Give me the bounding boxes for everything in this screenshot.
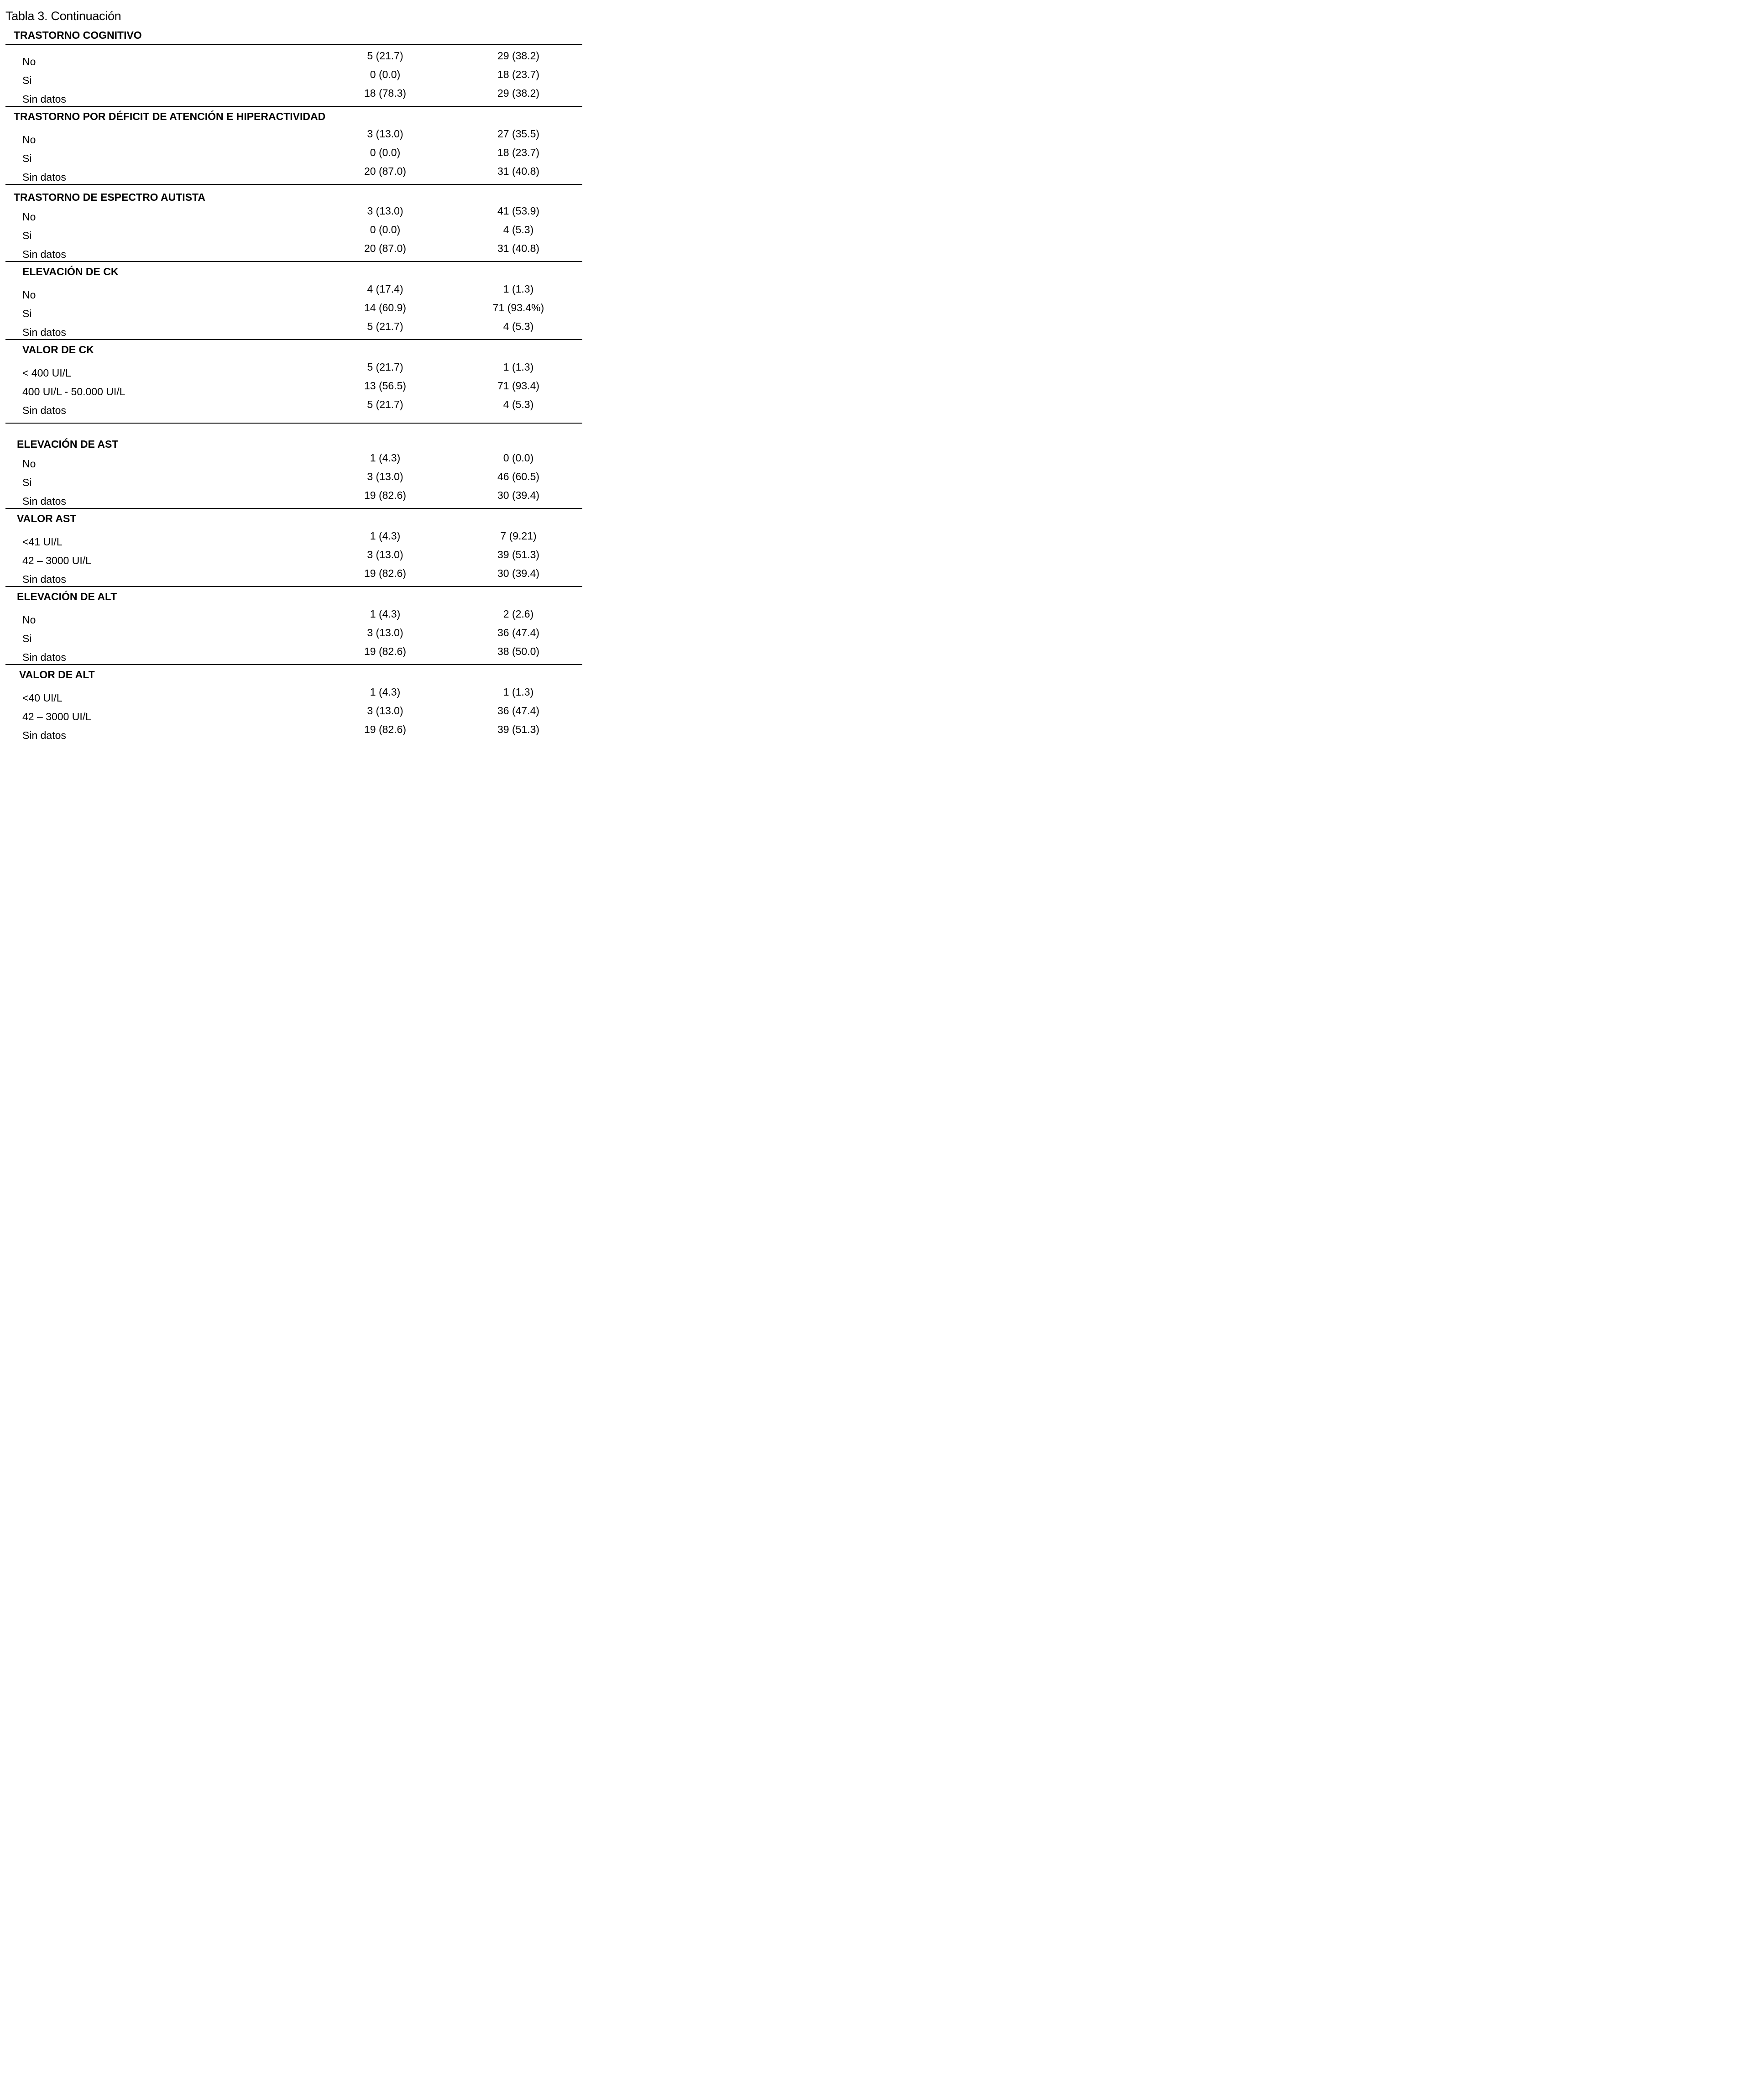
cell-col1: 1 (4.3) [370, 530, 401, 542]
row-label: 42 – 3000 UI/L [22, 555, 91, 566]
table-row [5, 451, 582, 470]
table-row [5, 644, 582, 663]
table-row [5, 685, 582, 704]
section-title: VALOR DE ALT [19, 669, 95, 681]
row-label: No [22, 289, 36, 301]
section-valor-ast [5, 508, 582, 585]
cell-col2: 7 (9.21) [500, 530, 537, 542]
row-label: Si [22, 308, 32, 319]
cell-col2: 31 (40.8) [497, 242, 540, 254]
table-row [5, 607, 582, 626]
section-rows [5, 44, 582, 105]
row-label: Sin datos [22, 93, 66, 105]
cell-col1: 3 (13.0) [367, 205, 403, 217]
section-valor-alt [5, 664, 582, 741]
table-row [5, 566, 582, 585]
row-label: No [22, 614, 36, 626]
row-label: Sin datos [22, 171, 66, 183]
cell-col2: 2 (2.6) [503, 608, 534, 620]
cell-col1: 3 (13.0) [367, 471, 403, 482]
table-row [5, 146, 582, 164]
section-trastorno-cognitivo [14, 27, 582, 42]
table-row [5, 626, 582, 644]
cell-col1: 18 (78.3) [364, 87, 407, 99]
cell-col1: 19 (82.6) [364, 567, 407, 579]
cell-col2: 18 (23.7) [497, 68, 540, 80]
cell-col1: 3 (13.0) [367, 627, 403, 639]
table-row [5, 68, 582, 86]
cell-col2: 39 (51.3) [497, 549, 540, 560]
section-title: VALOR AST [17, 513, 77, 524]
table-row [5, 301, 582, 319]
row-label: Sin datos [22, 573, 66, 585]
section-tdah [5, 106, 582, 183]
table-row [5, 548, 582, 566]
data-table [5, 27, 582, 741]
row-label: Si [22, 477, 32, 488]
cell-col2: 27 (35.5) [497, 128, 540, 140]
section-elevacion-ck [5, 261, 582, 338]
cell-col2: 18 (23.7) [497, 147, 540, 158]
cell-col2: 71 (93.4%) [492, 302, 544, 314]
table-row [5, 223, 582, 241]
row-label: Sin datos [22, 729, 66, 741]
cell-col2: 30 (39.4) [497, 567, 540, 579]
cell-col1: 5 (21.7) [367, 398, 403, 410]
table-row [5, 204, 582, 223]
cell-col2: 30 (39.4) [497, 489, 540, 501]
row-label: Si [22, 74, 32, 86]
cell-col2: 38 (50.0) [497, 645, 540, 657]
row-label: Si [22, 152, 32, 164]
cell-col2: 29 (38.2) [497, 50, 540, 62]
cell-col1: 4 (17.4) [367, 283, 403, 295]
cell-col2: 71 (93.4) [497, 380, 540, 392]
cell-col1: 13 (56.5) [364, 380, 407, 392]
table-row [5, 723, 582, 741]
table-page [0, 0, 582, 741]
cell-col2: 4 (5.3) [503, 224, 534, 236]
cell-col1: 20 (87.0) [364, 165, 407, 177]
cell-col1: 19 (82.6) [364, 723, 407, 735]
row-label: Sin datos [22, 495, 66, 507]
section-title: ELEVACIÓN DE CK [22, 266, 119, 278]
cell-col2: 1 (1.3) [503, 283, 534, 295]
cell-col2: 46 (60.5) [497, 471, 540, 482]
row-label: Sin datos [22, 651, 66, 663]
cell-col2: 1 (1.3) [503, 361, 534, 373]
cell-col1: 20 (87.0) [364, 242, 407, 254]
cell-col2: 36 (47.4) [497, 627, 540, 639]
table-row [5, 398, 582, 416]
cell-col1: 1 (4.3) [370, 686, 401, 698]
cell-col2: 4 (5.3) [503, 320, 534, 332]
table-row [5, 379, 582, 398]
cell-col2: 36 (47.4) [497, 705, 540, 717]
row-label: Sin datos [22, 326, 66, 338]
table-row [5, 49, 582, 68]
row-label: No [22, 134, 36, 146]
cell-col2: 41 (53.9) [497, 205, 540, 217]
section-title: VALOR DE CK [22, 344, 94, 356]
cell-col1: 14 (60.9) [364, 302, 407, 314]
section-title: TRASTORNO COGNITIVO [14, 29, 142, 41]
table-caption: Tabla 3. Continuación [5, 9, 121, 23]
cell-col1: 0 (0.0) [370, 224, 401, 236]
table-row [5, 529, 582, 548]
cell-col1: 5 (21.7) [367, 50, 403, 62]
section-title: ELEVACIÓN DE ALT [17, 591, 117, 602]
cell-col1: 3 (13.0) [367, 705, 403, 717]
table-row [5, 488, 582, 507]
table-row [5, 282, 582, 301]
cell-col1: 19 (82.6) [364, 489, 407, 501]
row-label: No [22, 211, 36, 223]
table-row [5, 164, 582, 183]
cell-col1: 0 (0.0) [370, 147, 401, 158]
row-label: Si [22, 230, 32, 241]
row-label: <40 UI/L [22, 692, 63, 704]
table-row [5, 241, 582, 260]
section-elevacion-ast [5, 423, 582, 507]
cell-col1: 5 (21.7) [367, 320, 403, 332]
section-title: TRASTORNO POR DÉFICIT DE ATENCIÓN E HIPERACTIVIDAD [14, 110, 326, 122]
row-label: Si [22, 633, 32, 644]
cell-col2: 39 (51.3) [497, 723, 540, 735]
table-row [5, 319, 582, 338]
table-row [5, 86, 582, 105]
table-row [5, 127, 582, 146]
cell-col2: 29 (38.2) [497, 87, 540, 99]
cell-col1: 5 (21.7) [367, 361, 403, 373]
cell-col1: 1 (4.3) [370, 452, 401, 464]
section-title: ELEVACIÓN DE AST [17, 438, 119, 450]
cell-col1: 1 (4.3) [370, 608, 401, 620]
table-row [5, 360, 582, 379]
row-label: No [22, 458, 36, 470]
cell-col1: 19 (82.6) [364, 645, 407, 657]
row-label: Sin datos [22, 248, 66, 260]
cell-col2: 0 (0.0) [503, 452, 534, 464]
section-valor-ck [5, 339, 582, 416]
cell-col2: 4 (5.3) [503, 398, 534, 410]
row-label: 400 UI/L - 50.000 UI/L [22, 386, 125, 398]
row-label: Sin datos [22, 404, 66, 416]
row-label: <41 UI/L [22, 536, 63, 548]
cell-col1: 3 (13.0) [367, 128, 403, 140]
cell-col1: 0 (0.0) [370, 68, 401, 80]
row-label: < 400 UI/L [22, 367, 71, 379]
cell-col1: 3 (13.0) [367, 549, 403, 560]
row-label: 42 – 3000 UI/L [22, 711, 91, 723]
section-elevacion-alt [5, 586, 582, 663]
table-row [5, 704, 582, 723]
section-title: TRASTORNO DE ESPECTRO AUTISTA [14, 191, 205, 203]
cell-col2: 1 (1.3) [503, 686, 534, 698]
row-label: No [22, 56, 36, 68]
table-row [5, 470, 582, 488]
cell-col2: 31 (40.8) [497, 165, 540, 177]
section-tea [5, 184, 582, 260]
